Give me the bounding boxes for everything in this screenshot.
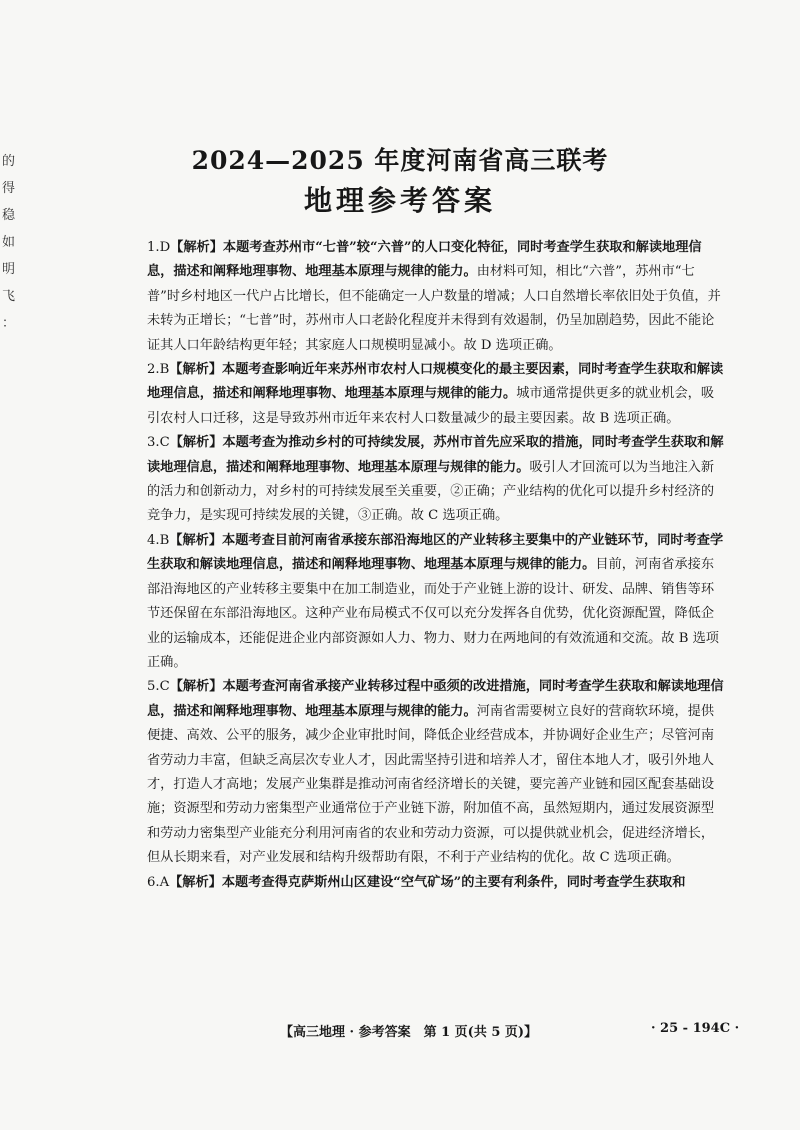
answer-item <box>147 358 727 431</box>
answer-list <box>147 236 727 895</box>
margin-char: 的 <box>2 154 16 169</box>
answer-body: 吸引人才回流可以为当地注入新的活力和创新动力，对乡村的可持续发展至关重要，②正确；产业结构的优化可以提升乡村经济的竞争力，是实现可持续发展的关键，③正确。故 C 选项正确。 <box>147 459 715 524</box>
analysis-tag: 【解析】 <box>169 874 222 890</box>
answer-item <box>147 431 727 529</box>
answer-intro: 本题考查为推动乡村的可持续发展，苏州市首先应采取的措施，同时考查学生获取和解读地理信息，描述和阐释地理事物、地理基本原理与规律的能力。 <box>147 435 724 475</box>
answer-intro: 本题考查河南省承接产业转移过程中亟须的改进措施，同时考查学生获取和解读地理信息，描述和阐释地理事物、地理基本原理与规律的能力。 <box>147 679 724 719</box>
analysis-tag: 【解析】 <box>170 240 223 255</box>
margin-char: 明 <box>2 262 16 277</box>
answer-number: 4.B <box>147 532 170 548</box>
page-footer <box>0 1021 800 1043</box>
answer-body: 目前，河南省承接东部沿海地区的产业转移主要集中在加工制造业，而处于产业链上游的设计、研发、品牌、销售等环节还保留在东部沿海地区。这种产业布局模式不仅可以充分发挥各自优势，优化资源配置，降低企业的运输成本，还能促进企业内部资源如人力、物力、财力在两地间的有效流通和交流。故 B 选项正确。 <box>147 557 719 670</box>
margin-char: 稳 <box>2 208 16 223</box>
answer-number: 3.C <box>147 435 170 451</box>
answer-number: 2.B <box>147 362 170 378</box>
page-subtitle: 地理参考答案 <box>303 184 496 217</box>
answer-number: 6.A <box>147 874 170 890</box>
answer-body: 城市通常提供更多的就业机会，吸引农村人口迁移，这是导致苏州市近年来农村人口数量减少的最主要因素。故 B 选项正确。 <box>147 386 715 426</box>
page-title: 2024—2025 年度河南省高三联考 <box>191 146 609 175</box>
answer-body: 由材料可知，相比“六普”，苏州市“七普”时乡村地区一代户占比增长，但不能确定一人户数量的增减；人口自然增长率依旧处于负值，并未转为正增长；“七普”时，苏州市人口老龄化程度并未得到有效遏制，仍呈加剧趋势，因此不能论证其人口年龄结构更年轻；其家庭人口规模明显减小。故 D 选项正确。 <box>147 264 721 353</box>
answer-item <box>147 871 727 895</box>
margin-char: ： <box>2 316 16 331</box>
margin-char: 得 <box>2 181 16 196</box>
margin-char: 如 <box>2 235 16 250</box>
footer-code: · 25 - 194C · <box>651 1021 740 1036</box>
answer-intro: 本题考查影响近年来苏州市农村人口规模变化的最主要因素，同时考查学生获取和解读地理信息，描述和阐释地理事物、地理基本原理与规律的能力。 <box>147 362 724 402</box>
answer-item <box>147 236 727 358</box>
answer-item <box>147 675 727 870</box>
analysis-tag: 【解析】 <box>169 435 223 451</box>
answer-number: 1.D <box>147 240 171 255</box>
answer-intro: 本题考查苏州市“七普”较“六普”的人口变化特征，同时考查学生获取和解读地理信息，描述和阐释地理事物、地理基本原理与规律的能力。 <box>147 240 702 280</box>
analysis-tag: 【解析】 <box>169 679 223 695</box>
answer-number: 5.C <box>147 679 170 695</box>
answer-body: 河南省需要树立良好的营商软环境，提供便捷、高效、公平的服务，减少企业审批时间，降低企业经营成本，并协调好企业生产；尽管河南省劳动力丰富，但缺乏高层次专业人才，因此需坚持引进和培养人才，留住本地人才，吸引外地人才，打造人才高地；发展产业集群是推动河南省经济增长的关键，要完善产业链和园区配套基础设施；资源型和劳动力密集型产业通常位于产业链下游，附加值不高，虽然短期内，通过发展资源型和劳动力密集型产业能充分利用河南省的农业和劳动力资源，可以提供就业机会，促进经济增长，但从长期来看，对产业发展和结构升级帮助有限，不利于产业结构的优化。故 C 选项正确。 <box>147 703 715 866</box>
footer-page-info: 【高三地理 · 参考答案 第 1 页(共 5 页)】 <box>280 1025 538 1040</box>
answer-intro: 本题考查目前河南省承接东部沿海地区的产业转移主要集中的产业链环节，同时考查学生获取和解读地理信息，描述和阐释地理事物、地理基本原理与规律的能力。 <box>147 532 724 573</box>
answer-item <box>147 529 727 675</box>
analysis-tag: 【解析】 <box>169 532 223 548</box>
header <box>0 144 800 218</box>
margin-char: 飞 <box>2 289 16 304</box>
answer-intro: 本题考查得克萨斯州山区建设“空气矿场”的主要有利条件，同时考查学生获取和 <box>221 874 686 890</box>
analysis-tag: 【解析】 <box>169 362 223 378</box>
